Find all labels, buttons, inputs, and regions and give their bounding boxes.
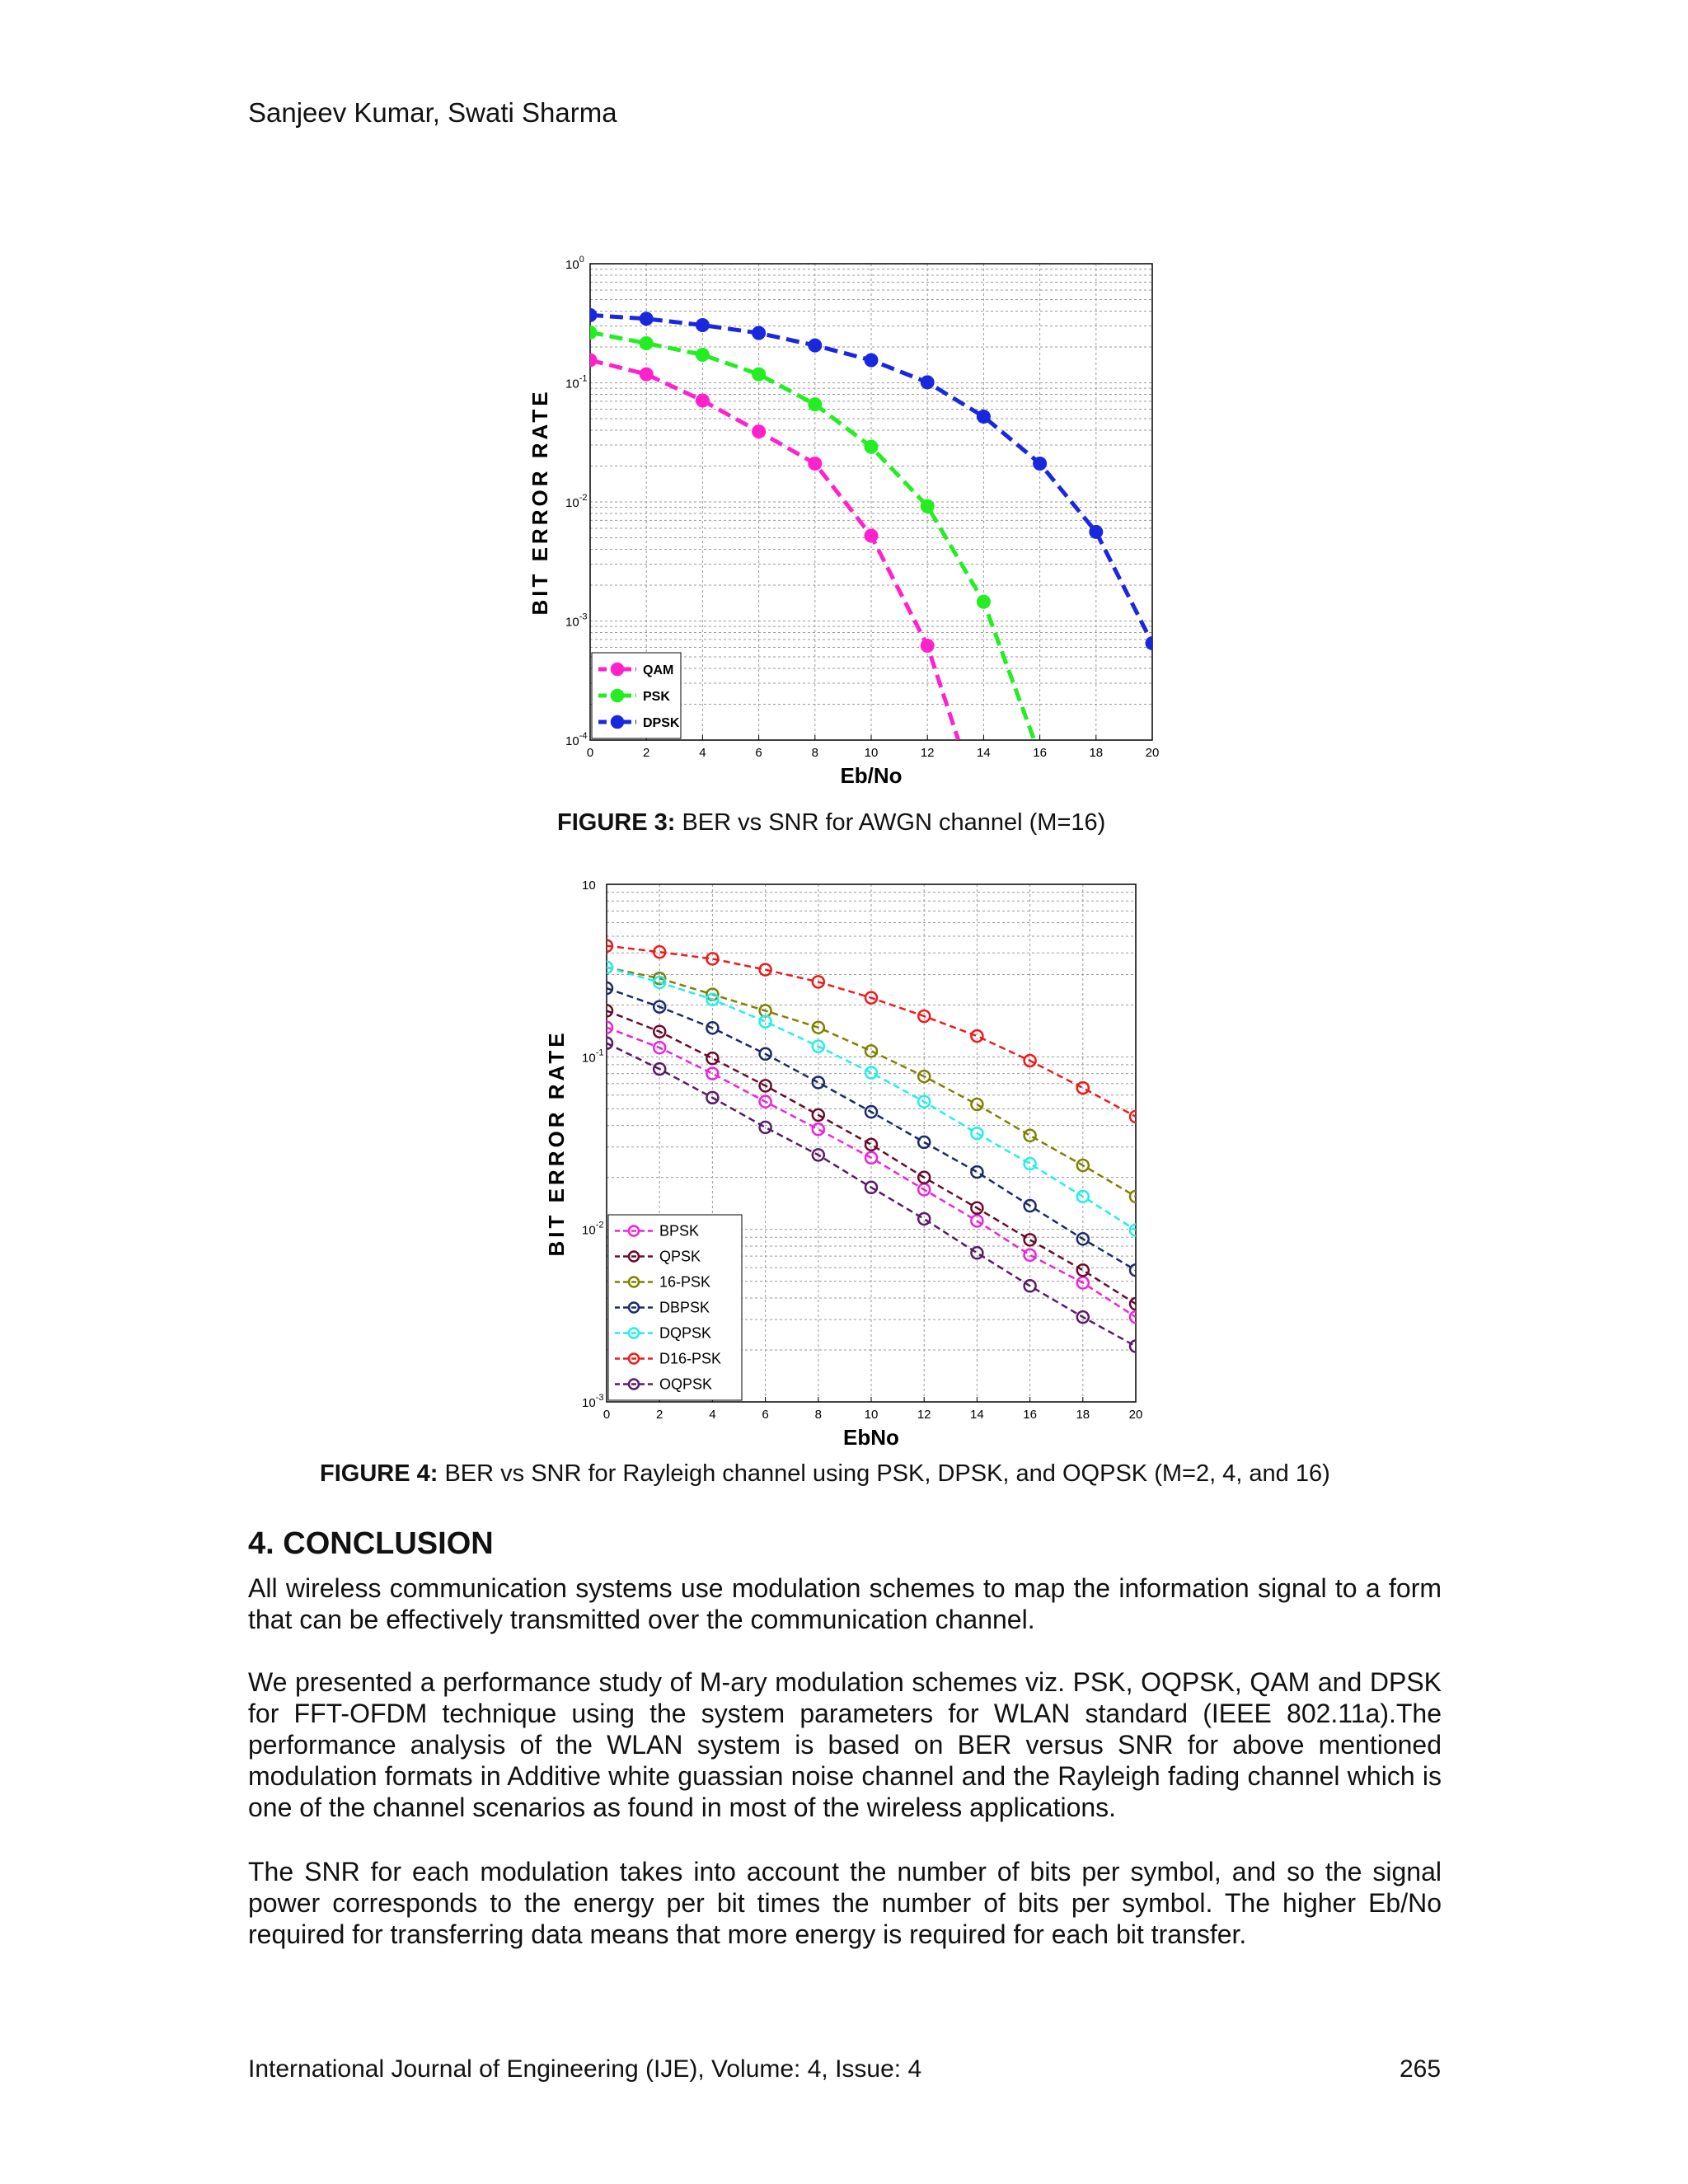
legend-label: QPSK	[659, 1248, 701, 1265]
legend-label: DQPSK	[659, 1324, 712, 1342]
data-point-psk	[977, 595, 990, 608]
y-tick-label: $10^{-2}$	[565, 493, 588, 510]
x-axis-label: EbNo	[843, 1425, 899, 1450]
figure-3-ber-awgn-chart	[528, 247, 1162, 799]
data-point-psk	[921, 499, 934, 513]
legend-label: OQPSK	[659, 1376, 713, 1393]
legend-label: 16-PSK	[659, 1273, 711, 1291]
data-point-psk	[640, 336, 653, 349]
y-tick-label: $10^{-3}$	[582, 1393, 604, 1410]
y-tick-label: $10^{-1}$	[565, 373, 588, 391]
legend-label: DPSK	[643, 716, 680, 730]
page-header-authors: Sanjeev Kumar, Swati Sharma	[248, 97, 617, 128]
data-point-psk	[584, 326, 597, 339]
series-line-d16-psk	[607, 946, 1136, 1117]
data-point-dpsk	[1034, 457, 1047, 470]
x-tick-label: 14	[970, 1408, 984, 1422]
data-point-qam	[753, 425, 766, 438]
data-point-dpsk	[753, 326, 766, 340]
chart-legend	[592, 653, 681, 738]
figure-4-ber-rayleigh-chart	[528, 869, 1162, 1455]
x-tick-label: 20	[1145, 746, 1160, 760]
x-tick-label: 16	[1023, 1408, 1037, 1422]
legend-label: BPSK	[659, 1222, 700, 1240]
x-tick-label: 0	[586, 746, 594, 760]
figure-3-caption-text: BER vs SNR for AWGN channel (M=16)	[675, 809, 1106, 836]
legend-marker	[612, 716, 623, 728]
data-point-qam	[865, 529, 878, 542]
data-point-dpsk	[584, 308, 597, 321]
x-axis-label: Eb/No	[840, 763, 903, 788]
x-tick-label: 8	[811, 746, 818, 760]
legend-label: QAM	[643, 663, 674, 677]
x-tick-label: 4	[709, 1408, 716, 1422]
x-tick-label: 4	[699, 746, 706, 760]
data-point-psk	[809, 398, 822, 411]
x-tick-label: 20	[1128, 1408, 1143, 1422]
data-point-psk	[865, 440, 878, 453]
figure-3-caption-label: FIGURE 3:	[557, 809, 676, 836]
data-point-dqpsk	[760, 1016, 771, 1028]
figure-4-caption-label: FIGURE 4:	[320, 1460, 438, 1487]
x-tick-label: 10	[864, 746, 879, 760]
chart-legend	[608, 1215, 742, 1400]
x-tick-label: 18	[1089, 746, 1104, 760]
data-point-qam	[809, 457, 822, 470]
x-tick-label: 10	[864, 1408, 879, 1422]
data-point-psk	[696, 348, 709, 361]
x-tick-label: 16	[1033, 746, 1047, 760]
x-tick-label: 6	[755, 746, 762, 760]
data-point-qam	[584, 354, 597, 367]
figure-4-caption-text: BER vs SNR for Rayleigh channel using PSK, DPSK, and OQPSK (M=2, 4, and 16)	[438, 1460, 1330, 1487]
data-point-dpsk	[696, 319, 709, 332]
figure-3-caption	[557, 809, 1105, 837]
y-tick-label: $10^{-2}$	[582, 1220, 604, 1238]
x-tick-label: 0	[603, 1408, 611, 1422]
data-point-dpsk	[921, 376, 934, 389]
conclusion-paragraph: The SNR for each modulation takes into account the number of bits per symbol, and so the signal power corresponds to the energy per bit times the number of bits per symbol. The higher Eb/No required for transferring data means that more energy is required for each bit transfer.	[248, 1857, 1442, 1949]
figure-4-caption	[320, 1460, 1330, 1488]
data-point-dpsk	[865, 354, 878, 367]
footer-page-number: 265	[1400, 2055, 1442, 2083]
x-tick-label: 18	[1076, 1408, 1090, 1422]
y-tick-label: $10^{-3}$	[565, 612, 588, 630]
y-tick-label: $10^{-1}$	[582, 1047, 604, 1066]
y-tick-label: 10	[582, 879, 596, 893]
x-tick-label: 14	[977, 746, 991, 760]
data-point-qam	[640, 368, 653, 381]
legend-label: DBPSK	[659, 1299, 710, 1316]
legend-label: D16-PSK	[659, 1350, 722, 1367]
y-axis-label: BIT ERROR RATE	[528, 388, 552, 616]
y-tick-label: $10^{-4}$	[565, 731, 588, 748]
data-point-dpsk	[640, 312, 653, 326]
x-tick-label: 8	[814, 1408, 822, 1422]
legend-label: PSK	[643, 690, 670, 704]
legend-marker	[612, 663, 623, 675]
conclusion-paragraph: We presented a performance study of M-ary modulation schemes viz. PSK, OQPSK, QAM and DPSK for FFT-OFDM technique using the system parameters for WLAN standard (IEEE 802.11a).The performance analysis of the WLAN system is based on BER versus SNR for above mentioned modulation formats in Additive white guassian noise channel and the Rayleigh fading channel which is one of the channel scenarios as found in most of the wireless applications.	[248, 1667, 1442, 1822]
x-tick-label: 2	[656, 1408, 663, 1422]
conclusion-paragraph: All wireless communication systems use modulation schemes to map the information signal to a form that can be effectively transmitted over the communication channel.	[248, 1573, 1442, 1634]
data-point-dpsk	[1146, 637, 1159, 650]
data-point-qam	[696, 394, 709, 407]
y-axis-label: BIT ERROR RATE	[544, 1029, 569, 1257]
data-point-16-psk	[865, 1045, 877, 1057]
data-point-qam	[921, 639, 934, 652]
data-point-psk	[753, 368, 766, 381]
y-tick-label: $10^0$	[565, 255, 584, 272]
x-tick-label: 2	[643, 746, 650, 760]
data-point-dpsk	[977, 410, 990, 424]
x-tick-label: 12	[920, 746, 935, 760]
data-point-dpsk	[809, 339, 822, 352]
section-heading-conclusion: 4. CONCLUSION	[248, 1526, 494, 1561]
data-point-16-psk	[1025, 1130, 1036, 1141]
x-tick-label: 12	[917, 1408, 931, 1422]
x-tick-label: 6	[762, 1408, 769, 1422]
data-point-dpsk	[1090, 525, 1103, 538]
legend-marker	[612, 690, 623, 701]
footer-journal: International Journal of Engineering (IJE), Volume: 4, Issue: 4	[248, 2055, 922, 2083]
